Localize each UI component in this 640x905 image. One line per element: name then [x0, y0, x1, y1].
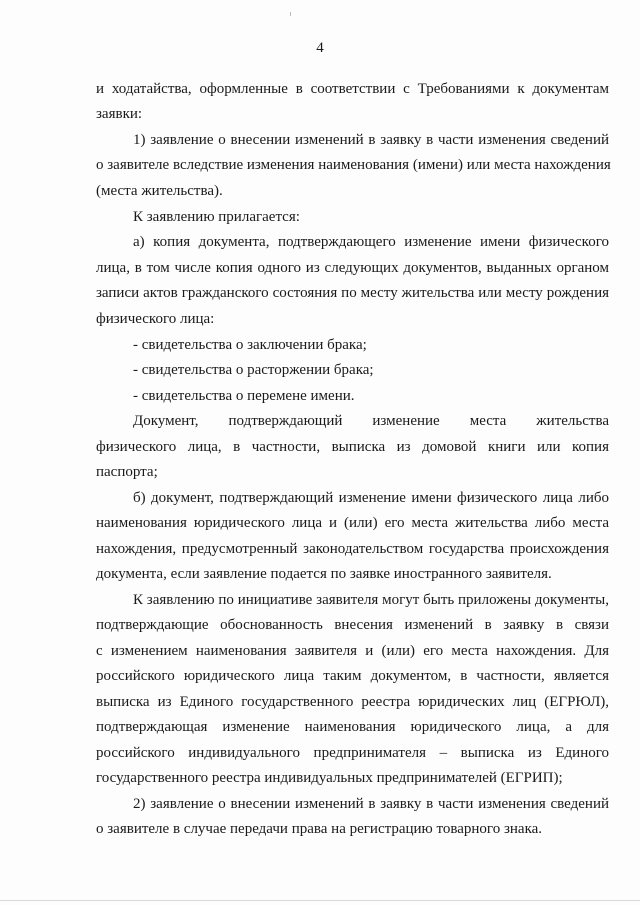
text-line: о заявителе вследствие изменения наименования (имени) или места нахождения — [96, 157, 611, 173]
text-line: паспорта; — [96, 464, 158, 480]
text-line: российского индивидуального предпринимателя – выписка из Единого — [96, 745, 609, 761]
text-line: нахождения, предусмотренный законодательством государства происхождения — [96, 541, 609, 557]
text-line: б) документ, подтверждающий изменение имени физического лица либо — [133, 490, 609, 506]
scan-mark — [290, 12, 291, 16]
text-line: записи актов гражданского состояния по месту жительства или месту рождения — [96, 285, 609, 301]
text-line: российского юридического лица таким документом, в частности, является — [96, 668, 609, 684]
text-line: лица, в том числе копия одного из следующих документов, выданных органом — [96, 260, 609, 276]
text-line: физического лица, в частности, выписка из домовой книги или копия — [96, 439, 609, 455]
page-number: 4 — [316, 40, 324, 56]
text-line: с изменением наименования заявителя и (или) его места нахождения. Для — [96, 643, 609, 659]
list-item: - свидетельства о заключении брака; — [133, 337, 367, 353]
text-line: наименования юридического лица и (или) его места жительства либо места — [96, 515, 609, 531]
text-line: заявки: — [96, 106, 143, 122]
list-item: - свидетельства о перемене имени. — [133, 388, 355, 404]
page-edge — [0, 900, 640, 901]
text-line: а) копия документа, подтверждающего изменение имени физического — [133, 234, 609, 250]
text-line: и ходатайства, оформленные в соответствии с Требованиями к документам — [96, 81, 609, 97]
text-line: государственного реестра индивидуальных предпринимателей (ЕГРИП); — [96, 770, 563, 786]
text-line: подтверждающая изменение наименования юридического лица, а для — [96, 719, 609, 735]
text-line: Документ, подтверждающий изменение места жительства — [133, 413, 609, 429]
text-line: о заявителе в случае передачи права на регистрацию товарного знака. — [96, 821, 543, 837]
text-line: 1) заявление о внесении изменений в заявку в части изменения сведений — [133, 132, 609, 148]
text-line: 2) заявление о внесении изменений в заявку в части изменения сведений — [133, 796, 609, 812]
list-item: - свидетельства о расторжении брака; — [133, 362, 374, 378]
text-line: К заявлению прилагается: — [133, 209, 300, 225]
text-line: (места жительства). — [96, 183, 223, 199]
text-line: подтверждающие обоснованность внесения изменений в заявку в связи — [96, 617, 609, 633]
text-line: физического лица: — [96, 311, 215, 327]
text-line: документа, если заявление подается по заявке иностранного заявителя. — [96, 566, 552, 582]
text-line: выписка из Единого государственного реестра юридических лиц (ЕГРЮЛ), — [96, 694, 609, 710]
text-line: К заявлению по инициативе заявителя могут быть приложены документы, — [133, 592, 609, 608]
